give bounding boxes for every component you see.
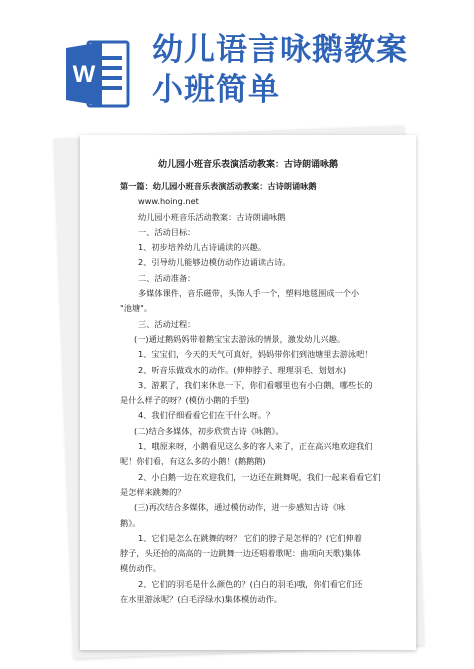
document-line: 2、小白鹅一边在欢迎我们，一边还在跳舞呢，我们一起来看看它们 <box>138 471 381 482</box>
document-line: (一)通过鹅妈妈带着鹅宝宝去游泳的情景，激发幼儿兴趣。 <box>134 333 346 344</box>
document-line: 是怎样来跳舞的？ <box>120 486 186 497</box>
page-title-line-1: 幼儿语言咏鹅教案 <box>152 32 408 68</box>
document-line: 一、活动目标： <box>138 226 196 237</box>
document-page <box>80 135 416 650</box>
document-line: 多媒体课件，音乐磁带，头饰人手一个，塑料地毯围成一个小 <box>138 288 360 299</box>
document-line: 模仿动作。 <box>120 563 161 574</box>
document-line: 1、它们是怎么在跳舞的呀？ 它们的脖子是怎样的？(它们伸着 <box>138 532 362 543</box>
word-document-icon <box>66 38 130 110</box>
document-line: 2、它们的羽毛是什么颜色的？(白白的羽毛)哦，你们看它们还 <box>138 578 363 589</box>
document-line: 4、我们仔细看看它们在干什么呀。？ <box>138 410 275 421</box>
document-line: 1、哦原来呀，小鹅看见这么多的客人来了，正在高兴地欢迎我们 <box>138 441 373 452</box>
document-line: 脖子，头还抬的高高的一边跳舞一边还唱着歌呢：曲项向天歌)集体 <box>120 548 361 559</box>
header-banner <box>0 0 474 130</box>
svg-text:W: W <box>72 61 96 88</box>
document-line: 第一篇：幼儿园小班音乐表演活动教案：古诗朗诵咏鹅 <box>120 181 317 191</box>
document-line: 2、听音乐做戏水的动作。(伸伸脖子、理理羽毛、划划水) <box>138 364 347 375</box>
page-title-line-2: 小班简单 <box>152 72 280 108</box>
document-line: 是什么样子的呀？(模仿小鹅的手型) <box>120 395 250 406</box>
document-line: 幼儿园小班音乐活动教案：古诗朗诵咏鹅 <box>138 211 286 222</box>
document-line: 二、活动准备： <box>138 272 196 283</box>
document-line: 3、游累了，我们来休息一下，你们看哪里也有小白鹅，哪些长的 <box>138 379 373 390</box>
document-line: www.hoing.net <box>138 196 199 207</box>
document-title: 幼儿园小班音乐表演活动教案：古诗朗诵咏鹅 <box>157 160 338 170</box>
document-line: (三)再次结合多媒体，通过模仿动作，进一步感知古诗《咏 <box>134 502 346 513</box>
document-line: 三、活动过程： <box>138 318 196 329</box>
document-line: 2、引导幼儿能够边模仿动作边诵读古诗。 <box>138 257 291 268</box>
page-title <box>152 30 462 110</box>
document-line: 1、宝宝们，今天的天气可真好，妈妈带你们到池塘里去游泳吧！ <box>138 349 373 360</box>
document-body <box>120 179 400 607</box>
document-line: 鹅》。 <box>120 517 141 528</box>
document-line: 在水里游泳呢？(白毛浮绿水)集体模仿动作。 <box>120 594 282 605</box>
document-line: "池塘"。 <box>120 303 153 314</box>
document-line: 1、初步培养幼儿古诗诵读的兴趣。 <box>138 242 267 253</box>
document-line: 呢！你们看，有这么多的小鹅！(鹅鹅鹅) <box>120 456 266 467</box>
document-line: (二)结合多媒体，初步欣赏古诗《咏鹅》。 <box>134 425 284 436</box>
